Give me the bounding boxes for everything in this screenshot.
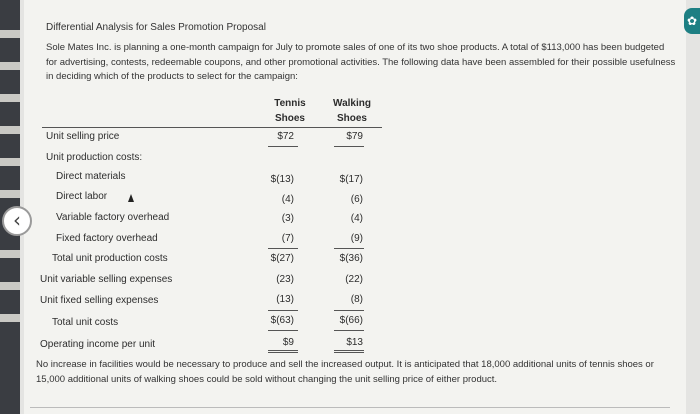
row-label: Direct labor bbox=[56, 191, 108, 202]
row-label: Unit variable selling expenses bbox=[40, 274, 173, 285]
walking-value: (8) bbox=[350, 294, 363, 305]
header-rule bbox=[42, 127, 382, 128]
column-header-tennis-line2: Shoes bbox=[274, 113, 305, 124]
mouse-cursor-icon bbox=[128, 194, 134, 202]
strip-marker bbox=[0, 314, 20, 322]
tennis-value: (7) bbox=[281, 233, 294, 244]
total-rule bbox=[268, 310, 298, 311]
walking-value: (6) bbox=[350, 194, 363, 205]
walking-value: (22) bbox=[345, 274, 363, 285]
tennis-value: $(27) bbox=[270, 253, 294, 264]
row-label: Unit production costs: bbox=[46, 152, 143, 163]
tennis-value: (13) bbox=[276, 294, 294, 305]
walking-value: $79 bbox=[346, 131, 363, 142]
app-icon[interactable]: ✿ bbox=[684, 8, 700, 34]
column-header-walking bbox=[324, 96, 380, 126]
page-edge-divider bbox=[30, 407, 670, 408]
total-rule bbox=[334, 310, 364, 311]
column-header-tennis bbox=[262, 96, 318, 126]
total-rule bbox=[334, 146, 364, 147]
column-header-tennis-line1: Tennis bbox=[274, 98, 306, 109]
strip-marker bbox=[0, 158, 20, 166]
tennis-value: $(13) bbox=[270, 174, 294, 185]
strip-marker bbox=[0, 94, 20, 102]
double-rule bbox=[268, 350, 298, 351]
tennis-value: $9 bbox=[282, 337, 294, 348]
total-rule bbox=[268, 146, 298, 147]
total-rule bbox=[334, 330, 364, 331]
tennis-value: $(63) bbox=[270, 315, 294, 326]
walking-value: (4) bbox=[350, 213, 363, 224]
row-label: Total unit costs bbox=[52, 317, 119, 328]
row-label: Variable factory overhead bbox=[56, 212, 170, 223]
column-header-walking-line2: Shoes bbox=[336, 113, 367, 124]
walking-value: $(17) bbox=[339, 174, 363, 185]
double-rule bbox=[268, 352, 298, 353]
strip-marker bbox=[0, 126, 20, 134]
chevron-left-icon[interactable]: ‹ bbox=[2, 206, 32, 236]
footer-paragraph: No increase in facilities would be necessary to produce and sell the increased output. It is anticipated that 18,000 additional units of tennis shoes or 15,000 additional units of walking shoes could be sold without changing the unit selling price of either product. bbox=[36, 359, 654, 385]
strip-marker bbox=[0, 282, 20, 290]
total-rule bbox=[268, 248, 298, 249]
strip-marker bbox=[0, 190, 20, 198]
strip-marker bbox=[0, 30, 20, 38]
walking-value: $(66) bbox=[339, 315, 363, 326]
walking-value: $13 bbox=[346, 337, 363, 348]
row-label: Fixed factory overhead bbox=[56, 233, 158, 244]
walking-value: (9) bbox=[350, 233, 363, 244]
double-rule bbox=[334, 350, 364, 351]
total-rule bbox=[334, 248, 364, 249]
tennis-value: (3) bbox=[281, 213, 294, 224]
column-header-walking-line1: Walking bbox=[333, 98, 371, 109]
intro-paragraph: Sole Mates Inc. is planning a one-month campaign for July to promote sales of one of its two shoe products. A total of $113,000 has been budgeted for advertising, contests, redeemable coupons, and other promotional activities. The following data have been assembled for their possible usefulness in deciding which of the products to select for the campaign: bbox=[46, 42, 676, 82]
double-rule bbox=[334, 352, 364, 353]
row-label: Operating income per unit bbox=[40, 339, 156, 350]
tennis-value: $72 bbox=[277, 131, 294, 142]
row-label: Total unit production costs bbox=[52, 253, 168, 264]
document-title: Differential Analysis for Sales Promotion Proposal bbox=[46, 22, 266, 33]
row-label: Unit selling price bbox=[46, 131, 120, 142]
total-rule bbox=[268, 330, 298, 331]
walking-value: $(36) bbox=[339, 253, 363, 264]
row-label: Unit fixed selling expenses bbox=[40, 295, 159, 306]
tennis-value: (4) bbox=[281, 194, 294, 205]
row-label: Direct materials bbox=[56, 171, 126, 182]
tennis-value: (23) bbox=[276, 274, 294, 285]
strip-marker bbox=[0, 62, 20, 70]
strip-marker bbox=[0, 250, 20, 258]
